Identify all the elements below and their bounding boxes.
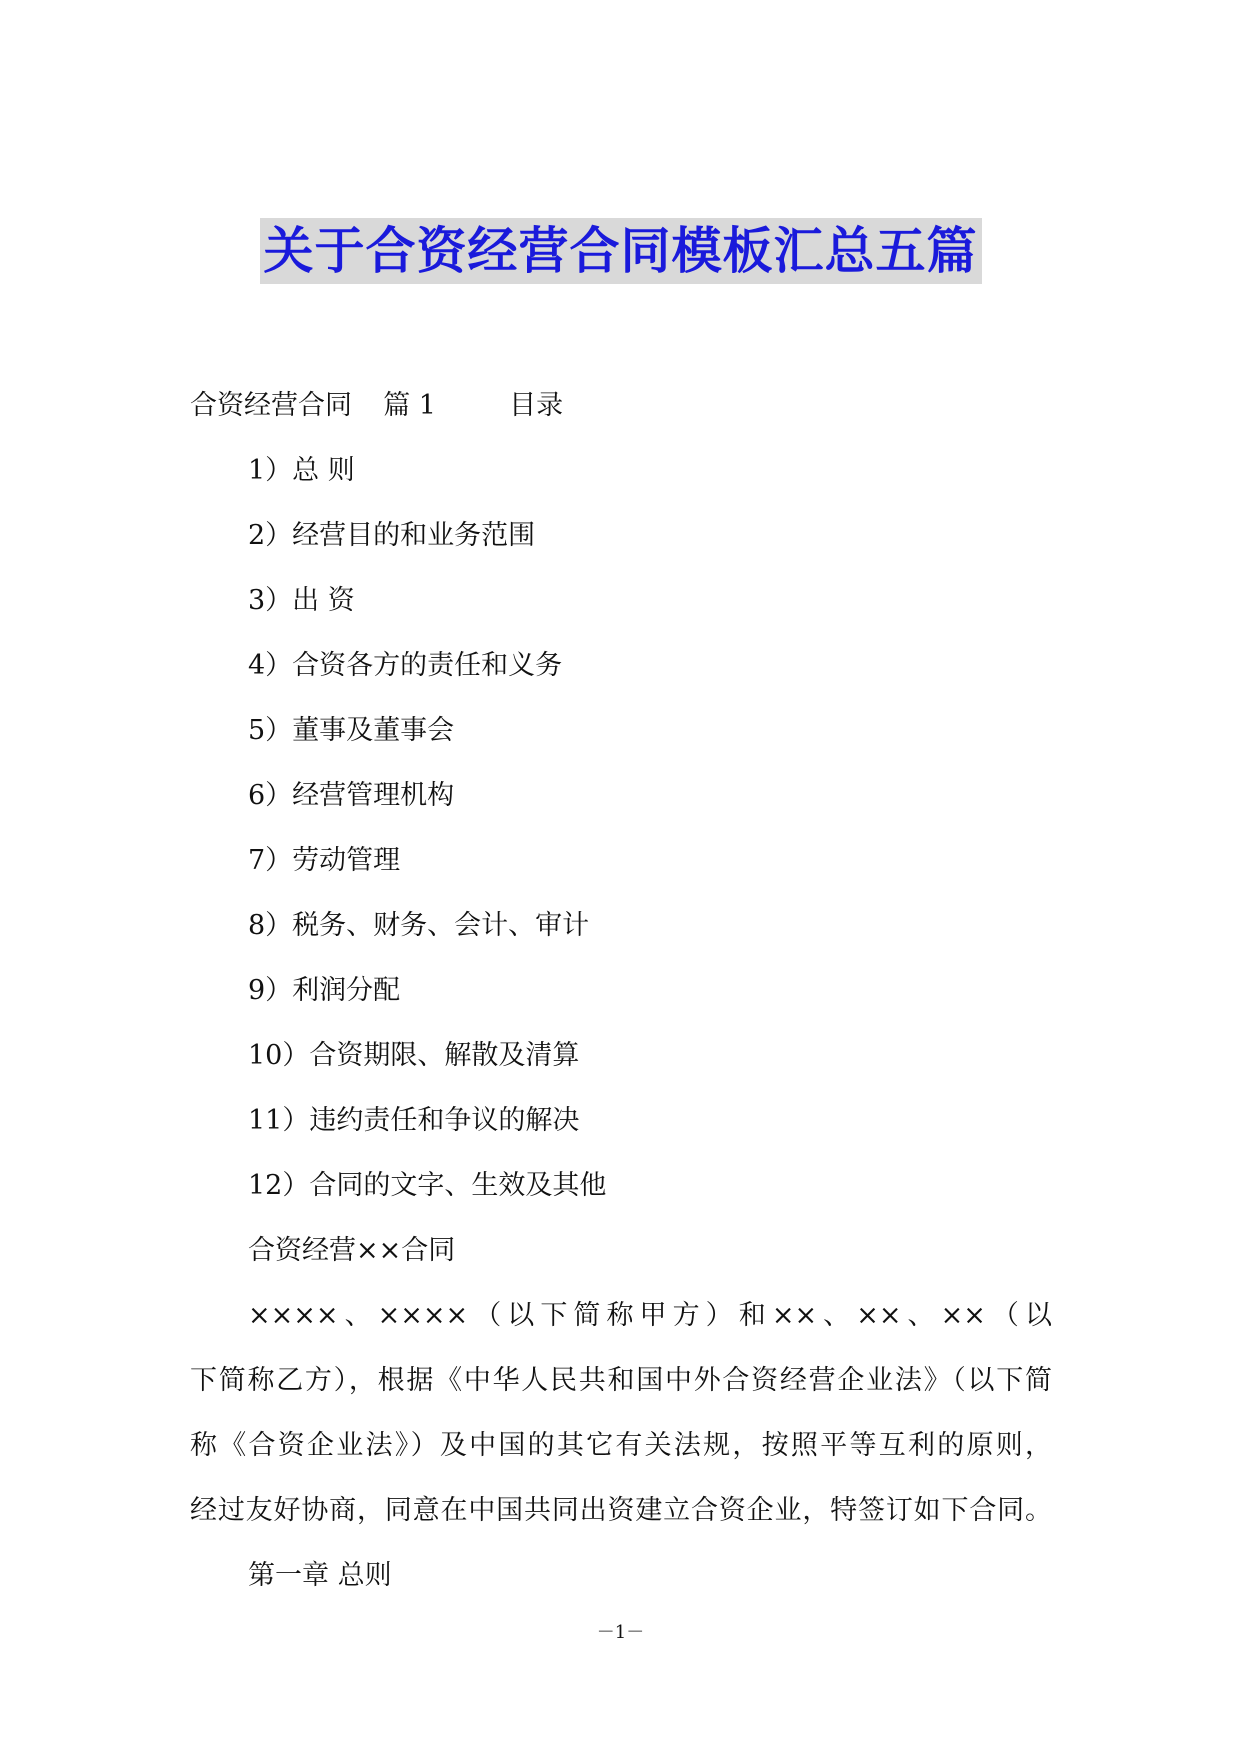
toc-item: 11）违约责任和争议的解决 — [248, 1105, 580, 1136]
toc-item: 1）总 则 — [248, 455, 355, 486]
paragraph-line: ××××、××××（以下简称甲方）和××、××、××（以 — [248, 1300, 1052, 1331]
paragraph-line: 称《合资企业法》）及中国的其它有关法规，按照平等互利的原则， — [190, 1430, 1052, 1461]
toc-item: 10）合资期限、解散及清算 — [248, 1040, 580, 1071]
paragraph-line: 下简称乙方），根据《中华人民共和国中外合资经营企业法》（以下简 — [190, 1365, 1052, 1396]
document-title: 关于合资经营合同模板汇总五篇 — [260, 218, 982, 284]
page-number: －1－ — [596, 1622, 645, 1643]
title-container — [0, 218, 1241, 284]
toc-item: 6）经营管理机构 — [248, 780, 455, 811]
chapter-heading: 第一章 总则 — [248, 1560, 392, 1591]
toc-item: 5）董事及董事会 — [248, 715, 455, 746]
toc-item: 3）出 资 — [248, 585, 355, 616]
section-number: 篇 1 — [383, 390, 436, 421]
paragraph-line: 经过友好协商，同意在中国共同出资建立合资企业，特签订如下合同。 — [190, 1495, 1052, 1526]
toc-item: 8）税务、财务、会计、审计 — [248, 910, 590, 941]
toc-item: 2）经营目的和业务范围 — [248, 520, 536, 551]
section-part-label: 合资经营合同 — [190, 390, 352, 421]
toc-label: 目录 — [509, 390, 564, 421]
contract-title: 合资经营××合同 — [248, 1235, 456, 1266]
toc-item: 4）合资各方的责任和义务 — [248, 650, 563, 681]
toc-item: 12）合同的文字、生效及其他 — [248, 1170, 607, 1201]
toc-item: 7）劳动管理 — [248, 845, 401, 876]
section-heading — [190, 386, 563, 426]
toc-item: 9）利润分配 — [248, 975, 401, 1006]
